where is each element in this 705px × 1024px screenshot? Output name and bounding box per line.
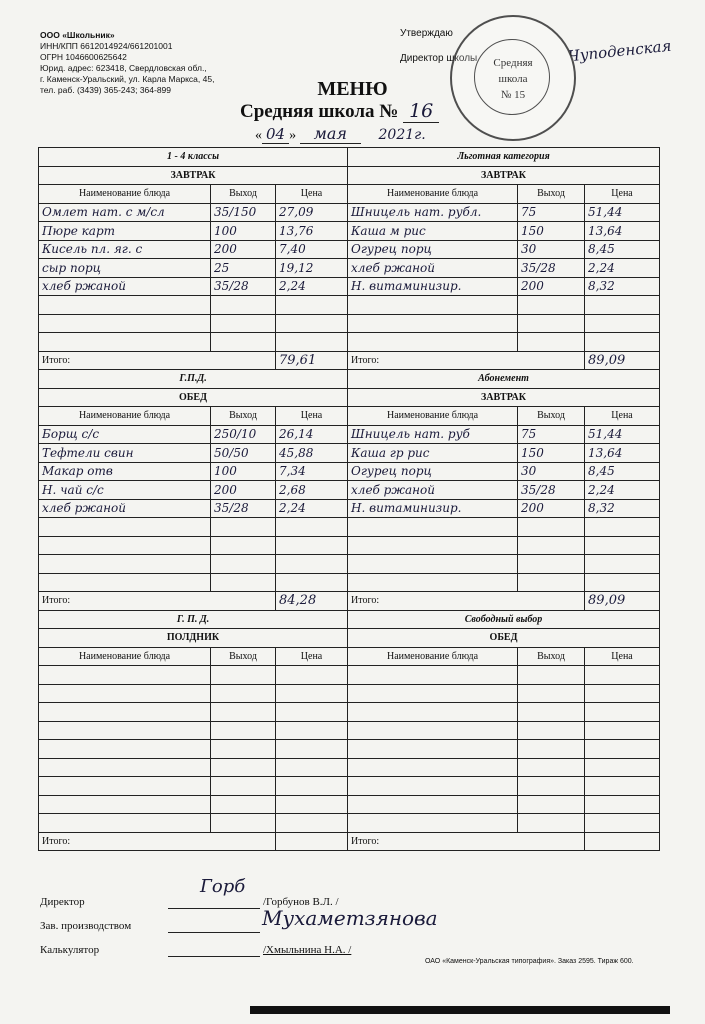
column-header-price: Цена (276, 647, 348, 666)
dish-output: 100 (211, 222, 276, 241)
dish-name: Н. витаминизир. (348, 277, 518, 296)
dish-output (518, 536, 585, 555)
total-row (39, 351, 660, 370)
dish-name: Тефтели свин (39, 444, 211, 463)
dish-output (211, 740, 276, 759)
dish-output: 150 (518, 222, 585, 241)
dish-price (276, 758, 348, 777)
dish-name: хлеб ржаной (348, 481, 518, 500)
dish-name: Омлет нат. с м/сл (39, 203, 211, 222)
table-row (39, 203, 660, 222)
total-value: 84,28 (276, 592, 348, 611)
dish-name: сыр порц (39, 259, 211, 278)
section-title-row (39, 610, 660, 629)
dish-price (276, 518, 348, 537)
dish-name (348, 314, 518, 333)
column-header-name: Наименование блюда (348, 407, 518, 426)
dish-name: Каша м рис (348, 222, 518, 241)
calculator-name: /Хмыльнина Н.А. / (263, 944, 352, 956)
dish-price (585, 518, 660, 537)
column-header-name: Наименование блюда (39, 407, 211, 426)
meal-type: ОБЕД (348, 629, 660, 648)
table-row (39, 222, 660, 241)
dish-price: 2,24 (585, 259, 660, 278)
dish-price (585, 314, 660, 333)
dish-price: 45,88 (276, 444, 348, 463)
dish-price (276, 684, 348, 703)
approval-label: Утверждаю (400, 28, 453, 39)
table-row (39, 259, 660, 278)
total-row (39, 592, 660, 611)
dish-output (518, 573, 585, 592)
dish-price (276, 740, 348, 759)
dish-output: 35/28 (518, 481, 585, 500)
dish-output: 35/28 (211, 499, 276, 518)
dish-name: Огурец порц (348, 462, 518, 481)
column-header-price: Цена (585, 647, 660, 666)
table-row (39, 684, 660, 703)
dish-price (276, 777, 348, 796)
table-row (39, 333, 660, 352)
dish-price (276, 666, 348, 685)
section-title-row (39, 370, 660, 389)
total-label: Итого: (348, 592, 585, 611)
dish-price: 13,64 (585, 222, 660, 241)
dish-price (585, 740, 660, 759)
dish-name: Борщ с/с (39, 425, 211, 444)
section-title: Г. П. Д. (39, 610, 348, 629)
dish-output (211, 758, 276, 777)
school-number: 16 (403, 100, 439, 123)
table-row (39, 481, 660, 500)
dish-price (585, 333, 660, 352)
dish-price: 19,12 (276, 259, 348, 278)
dish-name (39, 721, 211, 740)
dish-output: 200 (211, 240, 276, 259)
dish-name (348, 684, 518, 703)
dish-price: 7,40 (276, 240, 348, 259)
dish-output (211, 573, 276, 592)
dish-price (585, 536, 660, 555)
org-inn: ИНН/КПП 6612014924/661201001 (40, 41, 173, 51)
dish-price: 26,14 (276, 425, 348, 444)
dish-price: 27,09 (276, 203, 348, 222)
dish-output (518, 296, 585, 315)
director-name: /Горбунов В.Л. / (263, 896, 339, 908)
dish-price (585, 296, 660, 315)
dish-name: Каша гр рис (348, 444, 518, 463)
total-label: Итого: (348, 351, 585, 370)
dish-output (211, 795, 276, 814)
dish-output: 35/28 (518, 259, 585, 278)
section-title: 1 - 4 классы (39, 148, 348, 167)
dish-output: 30 (518, 462, 585, 481)
dish-name: Кисель пл. яг. с (39, 240, 211, 259)
dish-output: 150 (518, 444, 585, 463)
table-row (39, 518, 660, 537)
dish-name (348, 758, 518, 777)
section-meal-row (39, 166, 660, 185)
dish-price: 2,24 (276, 499, 348, 518)
table-row (39, 703, 660, 722)
dish-price (585, 684, 660, 703)
dish-price (585, 555, 660, 574)
column-header-name: Наименование блюда (39, 185, 211, 204)
column-header-name: Наименование блюда (39, 647, 211, 666)
dish-output (518, 721, 585, 740)
column-header-name: Наименование блюда (348, 647, 518, 666)
table-row (39, 721, 660, 740)
table-row (39, 425, 660, 444)
dish-name: Шницель нат. руб (348, 425, 518, 444)
dish-name: хлеб ржаной (348, 259, 518, 278)
dish-output (518, 314, 585, 333)
dish-name (39, 666, 211, 685)
table-row (39, 555, 660, 574)
dish-output (518, 703, 585, 722)
dish-output: 200 (211, 481, 276, 500)
table-row (39, 740, 660, 759)
total-value (276, 832, 348, 851)
table-row (39, 277, 660, 296)
meal-type: ЗАВТРАК (39, 166, 348, 185)
table-row (39, 499, 660, 518)
dish-price: 8,45 (585, 462, 660, 481)
section-title-row (39, 148, 660, 167)
dish-output (518, 518, 585, 537)
table-row (39, 444, 660, 463)
dish-name (39, 314, 211, 333)
dish-price (585, 795, 660, 814)
section-title: Свободный выбор (348, 610, 660, 629)
dish-name (39, 777, 211, 796)
dish-price: 13,64 (585, 444, 660, 463)
dish-output (211, 721, 276, 740)
dish-name (39, 536, 211, 555)
table-row (39, 573, 660, 592)
date-year: 2021г. (378, 127, 426, 143)
menu-date: « 04 » мая 2021г. (255, 124, 426, 143)
column-header-output: Выход (211, 407, 276, 426)
org-address-line2: г. Каменск-Уральский, ул. Карла Маркса, 45, (40, 74, 215, 84)
dish-output: 50/50 (211, 444, 276, 463)
dish-name (39, 758, 211, 777)
table-row (39, 666, 660, 685)
total-label: Итого: (39, 832, 276, 851)
dish-price (585, 814, 660, 833)
page-title: МЕНЮ (317, 78, 388, 100)
dish-name (348, 703, 518, 722)
dish-name (348, 518, 518, 537)
dish-price: 13,76 (276, 222, 348, 241)
dish-price (276, 573, 348, 592)
scan-edge-bar (250, 1006, 670, 1014)
column-header-row (39, 407, 660, 426)
column-header-row (39, 185, 660, 204)
date-day: 04 (262, 125, 289, 144)
dish-output (518, 814, 585, 833)
dish-name (348, 555, 518, 574)
dish-output: 30 (518, 240, 585, 259)
column-header-price: Цена (276, 185, 348, 204)
dish-price (276, 703, 348, 722)
dish-output (518, 666, 585, 685)
dish-output: 35/28 (211, 277, 276, 296)
dish-name (348, 721, 518, 740)
dish-name (39, 703, 211, 722)
dish-output (211, 333, 276, 352)
dish-output (211, 684, 276, 703)
meal-type: ОБЕД (39, 388, 348, 407)
school-seal-stamp: Средняя школа № 15 (450, 15, 576, 141)
dish-price (276, 795, 348, 814)
org-address-line1: Юрид. адрес: 623418, Свердловская обл., (40, 63, 207, 73)
dish-price (276, 296, 348, 315)
dish-price (276, 555, 348, 574)
dish-name (348, 296, 518, 315)
dish-price: 2,24 (276, 277, 348, 296)
production-name: Мухаметзянова (262, 906, 438, 930)
org-phone: тел. раб. (3439) 365-243; 364-899 (40, 85, 172, 95)
dish-price (585, 573, 660, 592)
dish-name (348, 795, 518, 814)
dish-output (211, 518, 276, 537)
column-header-output: Выход (211, 185, 276, 204)
org-ogrn: ОГРН 1046600625642 (40, 52, 127, 62)
dish-price (585, 721, 660, 740)
dish-name (39, 740, 211, 759)
dish-output (211, 777, 276, 796)
approval-signature: Чуподенская (567, 36, 673, 66)
dish-price (276, 314, 348, 333)
dish-output: 200 (518, 277, 585, 296)
dish-price (276, 536, 348, 555)
section-meal-row (39, 629, 660, 648)
menu-table (38, 147, 660, 851)
dish-price: 8,45 (585, 240, 660, 259)
meal-type: ЗАВТРАК (348, 388, 660, 407)
dish-name: хлеб ржаной (39, 499, 211, 518)
dish-price: 51,44 (585, 425, 660, 444)
dish-name (39, 684, 211, 703)
dish-price (585, 777, 660, 796)
dish-output (211, 536, 276, 555)
column-header-output: Выход (211, 647, 276, 666)
dish-output: 75 (518, 203, 585, 222)
table-row (39, 296, 660, 315)
dish-name (348, 536, 518, 555)
dish-name: Н. витаминизир. (348, 499, 518, 518)
dish-output (518, 333, 585, 352)
dish-name: Н. чай с/с (39, 481, 211, 500)
dish-output (518, 758, 585, 777)
dish-name (348, 666, 518, 685)
column-header-price: Цена (585, 407, 660, 426)
dish-name (348, 573, 518, 592)
total-value: 89,09 (585, 592, 660, 611)
total-label: Итого: (348, 832, 585, 851)
dish-price: 7,34 (276, 462, 348, 481)
dish-output (211, 703, 276, 722)
table-row (39, 536, 660, 555)
total-label: Итого: (39, 592, 276, 611)
dish-price (276, 814, 348, 833)
dish-name (348, 333, 518, 352)
dish-name: Макар отв (39, 462, 211, 481)
dish-price (585, 703, 660, 722)
column-header-price: Цена (276, 407, 348, 426)
total-value (585, 832, 660, 851)
table-row (39, 462, 660, 481)
dish-name: хлеб ржаной (39, 277, 211, 296)
school-label: Средняя школа № 16 (240, 100, 439, 123)
section-title: Абонемент (348, 370, 660, 389)
meal-type: ЗАВТРАК (348, 166, 660, 185)
total-value: 89,09 (585, 351, 660, 370)
director-signature: Горб (200, 876, 246, 897)
approval-director: Директор школы (400, 53, 478, 64)
dish-price (585, 666, 660, 685)
dish-name (39, 814, 211, 833)
director-label: Директор (40, 896, 85, 908)
total-label: Итого: (39, 351, 276, 370)
column-header-output: Выход (518, 647, 585, 666)
column-header-row (39, 647, 660, 666)
dish-price (585, 758, 660, 777)
dish-name (39, 296, 211, 315)
meal-type: ПОЛДНИК (39, 629, 348, 648)
dish-output: 250/10 (211, 425, 276, 444)
dish-name: Пюре карт (39, 222, 211, 241)
production-label: Зав. производством (40, 920, 132, 932)
total-value: 79,61 (276, 351, 348, 370)
dish-output (211, 666, 276, 685)
dish-name (39, 555, 211, 574)
dish-name (39, 518, 211, 537)
dish-output (518, 555, 585, 574)
dish-price: 2,24 (585, 481, 660, 500)
table-row (39, 758, 660, 777)
dish-output: 200 (518, 499, 585, 518)
dish-name (348, 777, 518, 796)
dish-name (348, 740, 518, 759)
dish-output: 35/150 (211, 203, 276, 222)
dish-price: 51,44 (585, 203, 660, 222)
table-row (39, 314, 660, 333)
column-header-output: Выход (518, 185, 585, 204)
table-row (39, 240, 660, 259)
org-name: ООО «Школьник» (40, 30, 115, 40)
dish-name: Шницель нат. рубл. (348, 203, 518, 222)
dish-price (276, 333, 348, 352)
table-row (39, 777, 660, 796)
dish-output (211, 555, 276, 574)
total-row (39, 832, 660, 851)
calculator-label: Калькулятор (40, 944, 100, 956)
dish-output: 25 (211, 259, 276, 278)
dish-output (518, 777, 585, 796)
column-header-output: Выход (518, 407, 585, 426)
dish-price: 2,68 (276, 481, 348, 500)
section-title: Г.П.Д. (39, 370, 348, 389)
column-header-name: Наименование блюда (348, 185, 518, 204)
dish-name (39, 795, 211, 814)
printer-info: ОАО «Каменск-Уральская типография». Заказ 2595. Тираж 600. (425, 958, 634, 965)
section-title: Льготная категория (348, 148, 660, 167)
dish-output (518, 740, 585, 759)
dish-output: 100 (211, 462, 276, 481)
date-month: мая (300, 124, 361, 144)
dish-price: 8,32 (585, 499, 660, 518)
column-header-price: Цена (585, 185, 660, 204)
dish-output (211, 296, 276, 315)
table-row (39, 814, 660, 833)
dish-name: Огурец порц (348, 240, 518, 259)
dish-output (211, 314, 276, 333)
table-row (39, 795, 660, 814)
dish-name (39, 333, 211, 352)
dish-output (518, 684, 585, 703)
dish-output (211, 814, 276, 833)
dish-price (276, 721, 348, 740)
dish-name (39, 573, 211, 592)
section-meal-row (39, 388, 660, 407)
dish-output: 75 (518, 425, 585, 444)
dish-output (518, 795, 585, 814)
dish-price: 8,32 (585, 277, 660, 296)
dish-name (348, 814, 518, 833)
